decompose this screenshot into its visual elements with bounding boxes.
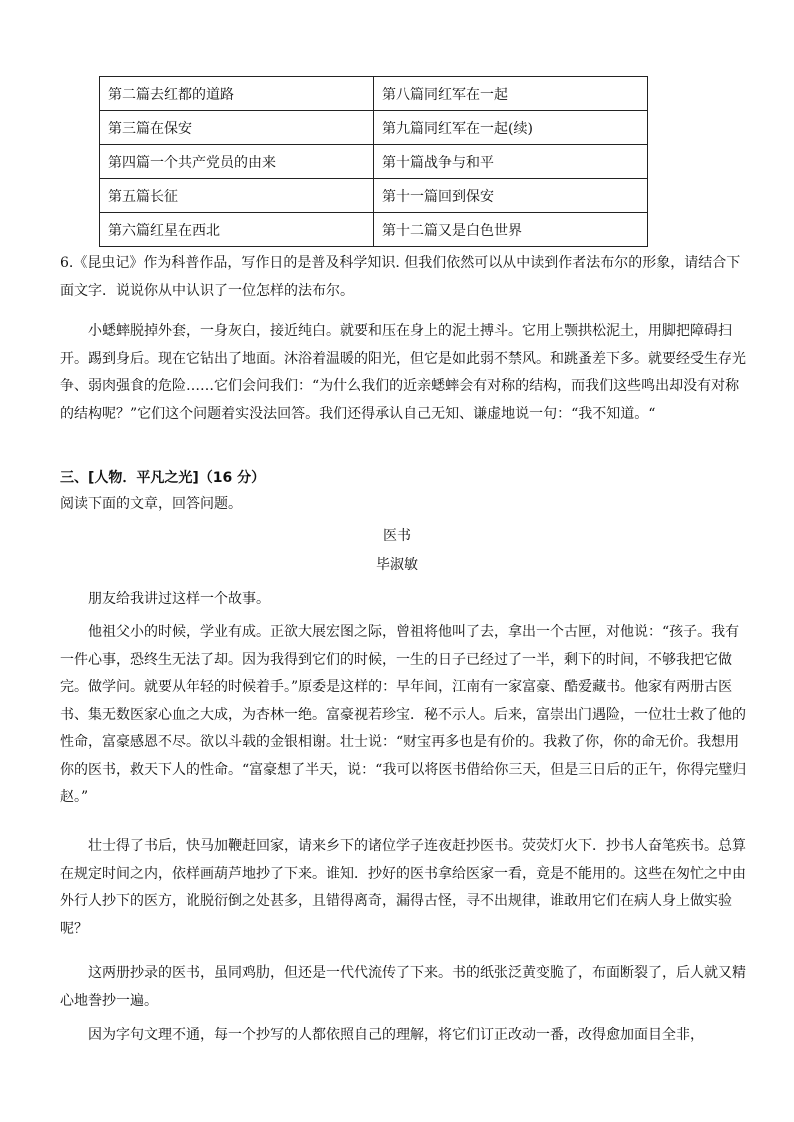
question-6-prompt: 6.《昆虫记》作为科普作品，写作日的是普及科学知识. 但我们依然可以从中读到作者法布尔的形象，请结合下面文字．说说你从中认识了一位怎样的法布尔。 [60,255,741,299]
article-paragraph-4: 这两册抄录的医书，虽同鸡肋，但还是一代代流传了下来。书的纸张泛黄变脆了，布面断裂了，后人就又精心地誊抄一遍。 [60,965,746,1009]
chapter-table-cell: 第四篇一个共产党员的由来 [100,145,374,179]
article-paragraph-1: 朋友给我讲过这样一个故事。 [88,591,270,607]
chapter-table [99,76,648,247]
chapter-table-row [100,179,648,213]
article-paragraph-5: 因为字句文理不通，每一个抄写的人都依照自己的理解，将它们订正改动一番，改得愈加面目全非， [88,1027,704,1043]
chapter-table-row [100,213,648,247]
section-3-instruction: 阅读下面的文章，回答问题。 [60,496,242,512]
chapter-table-cell: 第十篇战争与和平 [374,145,648,179]
question-6-excerpt: 小蟋蟀脱掉外套，一身灰白，接近纯白。就要和压在身上的泥土搏斗。它用上颚拱松泥土，用脚把障碍扫开。踢到身后。现在它钻出了地面。沐浴着温暖的阳光，但它是如此弱不禁风。和跳蚤差下多。就要经受生存光争、弱肉强食的危险……它们会问我们：“为什么我们的近亲蟋蟀会有对称的结构，而我们这些鸣出却没有对称的结构呢？”它们这个问题着实没法回答。我们还得承认自己无知、谦虚地说一句：“我不知道。“ [60,323,746,422]
chapter-table-row [100,145,648,179]
chapter-table-body [100,77,648,247]
chapter-table-cell: 第六篇红星在西北 [100,213,374,247]
section-3-heading: 三、[人物．平凡之光]（16 分） [60,470,266,486]
chapter-table-cell: 第八篇同红军在一起 [374,77,648,111]
chapter-table-cell: 第九篇同红军在一起(续) [374,111,648,145]
chapter-table-row [100,111,648,145]
article-paragraph-3: 壮士得了书后，快马加鞭赶回家，请来乡下的诸位学子连夜赶抄医书。荧荧灯火下．抄书人奋笔疾书。总算在规定时间之内，依样画葫芦地抄了下来。谁知．抄好的医书拿给医家一看，竟是不能用的。这些在匆忙之中由外行人抄下的医方，讹脱衍倒之处甚多，且错得离奇，漏得古怪，寻不出规律，谁敢用它们在病人身上做实验呢？ [60,838,746,937]
article-paragraph-2: 他祖父小的时候，学业有成。正欲大展宏图之际，曾祖将他叫了去，拿出一个古匣，对他说：“孩子。我有一件心事，恐终生无法了却。因为我得到它们的时候，一生的日子已经过了一半，剩下的时间，不够我把它做完。做学问。就要从年轻的时候着手。”原委是这样的：早年间，江南有一家富豪、酷爱藏书。他家有两册古医书、集无数医家心血之大成，为杏林一绝。富豪视若珍宝．秘不示人。后来，富崇出门遇险，一位壮士救了他的性命，富豪感恩不尽。欲以斗载的金银相谢。壮士说：“财宝再多也是有价的。我救了你，你的命无价。我想用你的医书，救天下人的性命。“富豪想了半天，说：“我可以将医书借给你三天，但是三日后的正午，你得完璧归赵。” [60,624,747,805]
chapter-table-cell: 第二篇去红都的道路 [100,77,374,111]
chapter-table-row [100,77,648,111]
chapter-table-cell: 第十一篇回到保安 [374,179,648,213]
chapter-table-cell: 第三篇在保安 [100,111,374,145]
article-author: 毕淑敏 [376,557,418,573]
chapter-table-cell: 第五篇长征 [100,179,374,213]
article-title: 医书 [383,528,411,544]
chapter-table-cell: 第十二篇又是白色世界 [374,213,648,247]
